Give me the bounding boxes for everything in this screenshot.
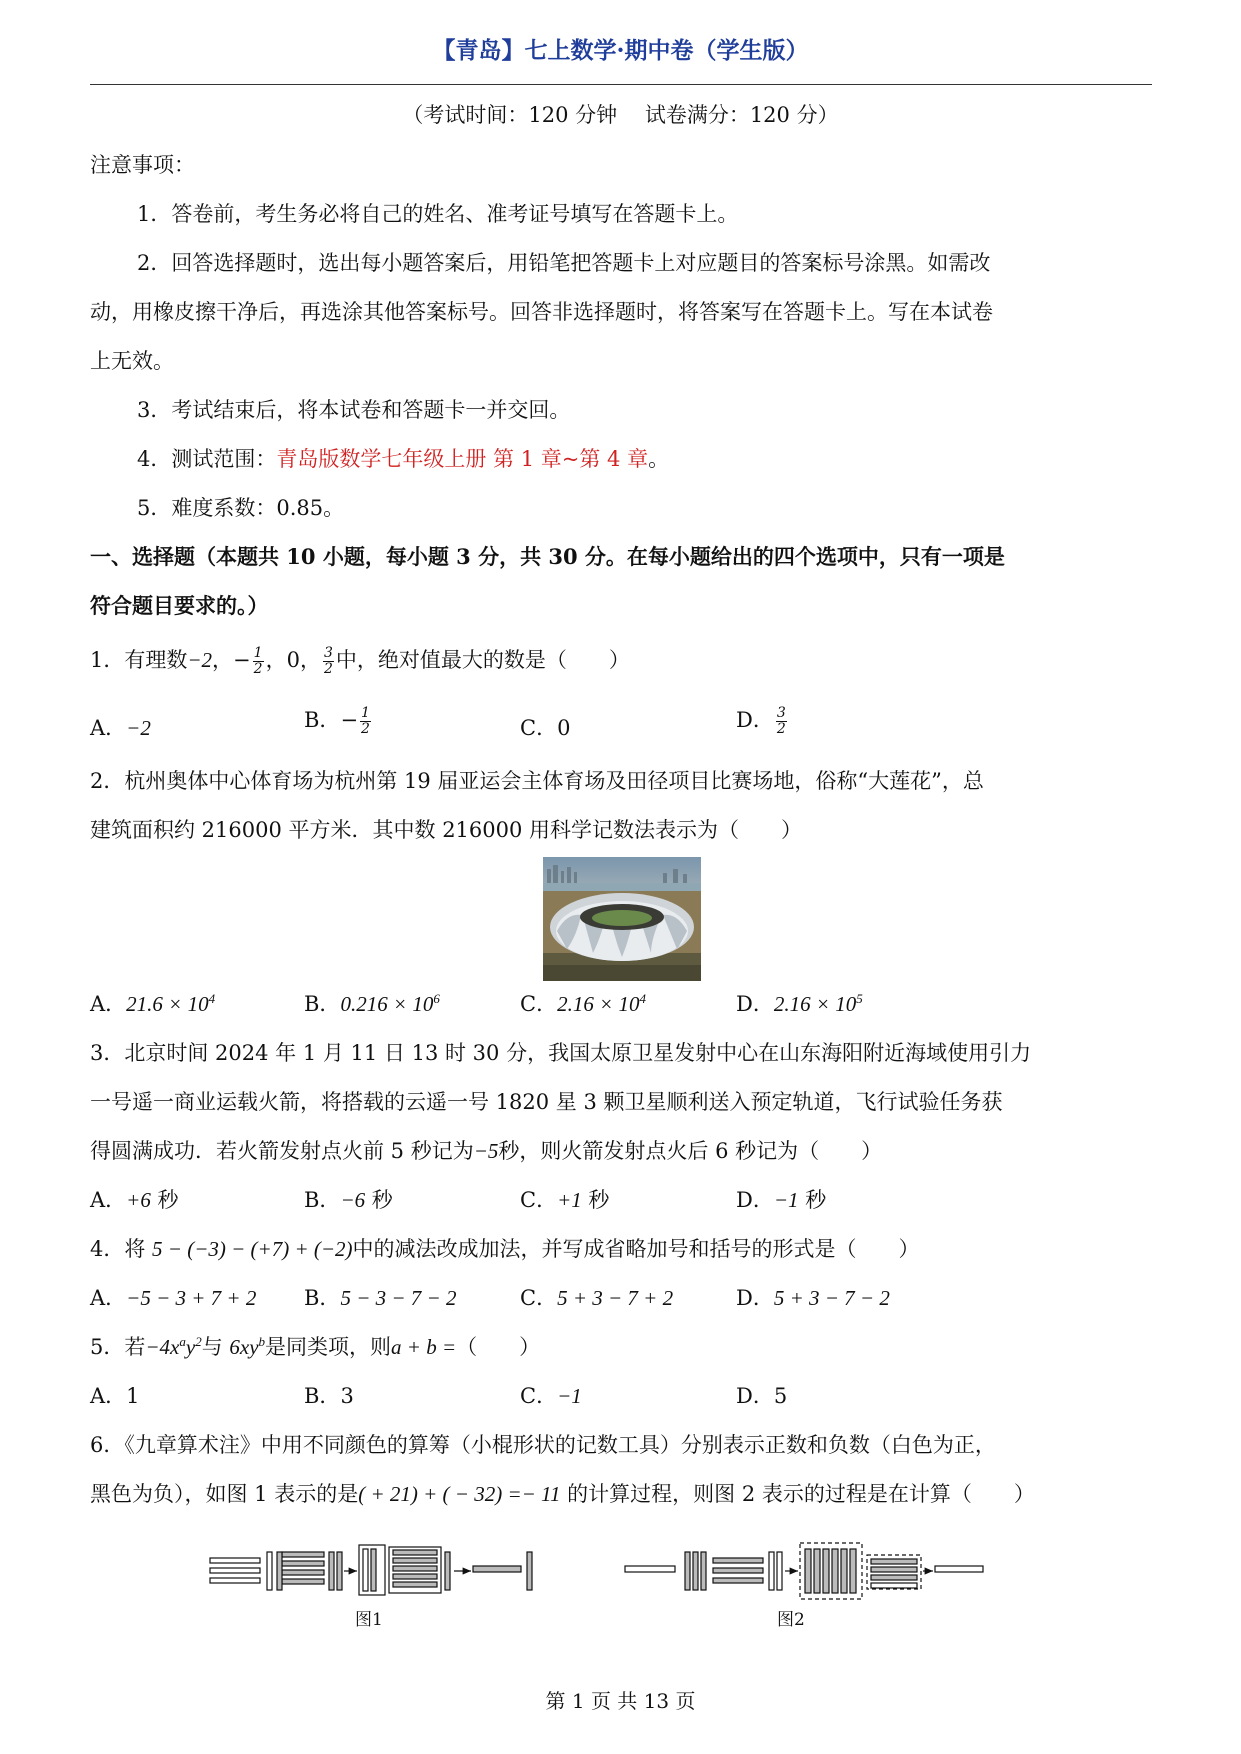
- q2-option-c[interactable]: C．$2.16 \times 10^4$: [520, 991, 646, 1016]
- note-5: 5．难度系数：0.85。: [137, 496, 345, 520]
- section-heading-line-1: 一、选择题（本题共 10 小题，每小题 3 分，共 30 分。在每小题给出的四个选项中，只有一项是: [90, 544, 1005, 569]
- exam-info: （考试时间：120 分钟 试卷满分：120 分）: [402, 103, 839, 127]
- question-3-line-2: 一号遥一商业运载火箭，将搭载的云遥一号 1820 星 3 颗卫星顺利送入预定轨道，飞行试验任务获: [90, 1090, 1003, 1114]
- note-2-line-1: 2．回答选择题时，选出每小题答案后，用铅笔把答题卡上对应题目的答案标号涂黑。如需改: [137, 251, 991, 275]
- q4-option-d[interactable]: D．5 + 3 − 7 − 2: [736, 1286, 890, 1310]
- q3-option-d[interactable]: D．−1 秒: [736, 1188, 827, 1212]
- q1-option-c[interactable]: C．0: [520, 716, 571, 740]
- question-2-line-1: 2．杭州奥体中心体育场为杭州第 19 届亚运会主体育场及田径项目比赛场地，俗称“大莲花”，总: [90, 769, 984, 793]
- question-3-line-3: 得圆满成功．若火箭发射点火前 5 秒记为−5秒，则火箭发射点火后 6 秒记为（ ）: [90, 1139, 883, 1163]
- test-range: 青岛版数学七年级上册 第 1 章~第 4 章: [276, 447, 649, 471]
- q2-option-d[interactable]: D．$2.16 \times 10^5$: [736, 991, 863, 1016]
- q4-option-b[interactable]: B．5 − 3 − 7 − 2: [304, 1286, 457, 1310]
- q1-suffix: 中，绝对值最大的数是（ ）: [335, 648, 630, 672]
- note-4: [137, 443, 669, 473]
- note-2-line-3: 上无效。: [90, 349, 174, 373]
- figure-1-caption: 图1: [355, 1610, 383, 1630]
- note-1: 1．答卷前，考生务必将自己的姓名、准考证号填写在答题卡上。: [137, 202, 739, 226]
- counting-rods-figures: [205, 1541, 1035, 1636]
- page-footer: 第 1 页 共 13 页: [545, 1689, 696, 1713]
- q1-option-b[interactable]: B．− $\frac{1}{2}$: [304, 705, 370, 737]
- q1-option-a[interactable]: A．−2: [90, 716, 151, 740]
- q1-num-neg2: −2: [187, 648, 213, 672]
- q1-zero: ，0，: [265, 648, 321, 672]
- note-2-line-2: 动，用橡皮擦干净后，再选涂其他答案标号。回答非选择题时，将答案写在答题卡上。写在本试卷: [90, 300, 993, 324]
- q5-option-c[interactable]: C．−1: [520, 1384, 582, 1408]
- question-6-line-1: 6．《九章算术注》中用不同颜色的算筹（小棍形状的记数工具）分别表示正数和负数（白色为正，: [90, 1433, 996, 1457]
- q1-option-d[interactable]: D． $\frac{3}{2}$: [736, 705, 786, 737]
- q5-option-b[interactable]: B．3: [304, 1384, 354, 1408]
- q5-option-a[interactable]: A．1: [90, 1384, 140, 1408]
- question-2-line-2: 建筑面积约 216000 平方米．其中数 216000 用科学记数法表示为（ ）: [90, 818, 803, 842]
- question-4-stem: 4．将 5 − (−3) − (+7) + (−2)中的减法改成加法，并写成省略加号和括号的形式是（ ）: [90, 1237, 920, 1261]
- q1-prefix: 1．有理数: [90, 648, 188, 672]
- page-header-title: 【青岛】七上数学·期中卷（学生版）: [432, 37, 809, 64]
- figure-2-caption: 图2: [777, 1610, 805, 1630]
- counting-rods-diagram: [205, 1541, 1035, 1631]
- note-4-prefix: 4．测试范围：: [137, 447, 277, 471]
- q3-option-a[interactable]: A．+6 秒: [90, 1188, 179, 1212]
- q1-fraction-half: $\frac{1}{2}$: [253, 645, 263, 677]
- q1-minus: −: [233, 648, 251, 672]
- question-3-line-1: 3．北京时间 2024 年 1 月 11 日 13 时 30 分，我国太原卫星发射中心在山东海阳附近海域使用引力: [90, 1041, 1032, 1065]
- note-3: 3．考试结束后，将本试卷和答题卡一并交回。: [137, 398, 571, 422]
- q4-option-a[interactable]: A．−5 − 3 + 7 + 2: [90, 1286, 257, 1310]
- question-1-stem: [90, 644, 630, 677]
- stadium-photo: [543, 857, 701, 981]
- q1-sep: ，: [212, 648, 234, 672]
- q1-fraction-three-halves: $\frac{3}{2}$: [323, 645, 333, 677]
- section-heading-line-2: 符合题目要求的。）: [90, 593, 269, 618]
- note-4-suffix: 。: [648, 447, 670, 471]
- q3-option-c[interactable]: C．+1 秒: [520, 1188, 610, 1212]
- question-5-stem: 5．若$-4x^ay^2$与 $6xy^b$是同类项，则a + b =（ ）: [90, 1334, 541, 1359]
- q2-option-b[interactable]: B．$0.216 \times 10^6$: [304, 991, 440, 1016]
- header-divider: [90, 84, 1152, 85]
- q3-option-b[interactable]: B．−6 秒: [304, 1188, 393, 1212]
- question-6-line-2: 黑色为负），如图 1 表示的是( + 21) + ( − 32) =− 11 的计算过程，则图 2 表示的过程是在计算（ ）: [90, 1482, 1035, 1506]
- q5-option-d[interactable]: D．5: [736, 1384, 788, 1408]
- q2-option-a[interactable]: A．$21.6 \times 10^4$: [90, 991, 216, 1016]
- q4-option-c[interactable]: C．5 + 3 − 7 + 2: [520, 1286, 674, 1310]
- notes-title: 注意事项：: [90, 153, 195, 177]
